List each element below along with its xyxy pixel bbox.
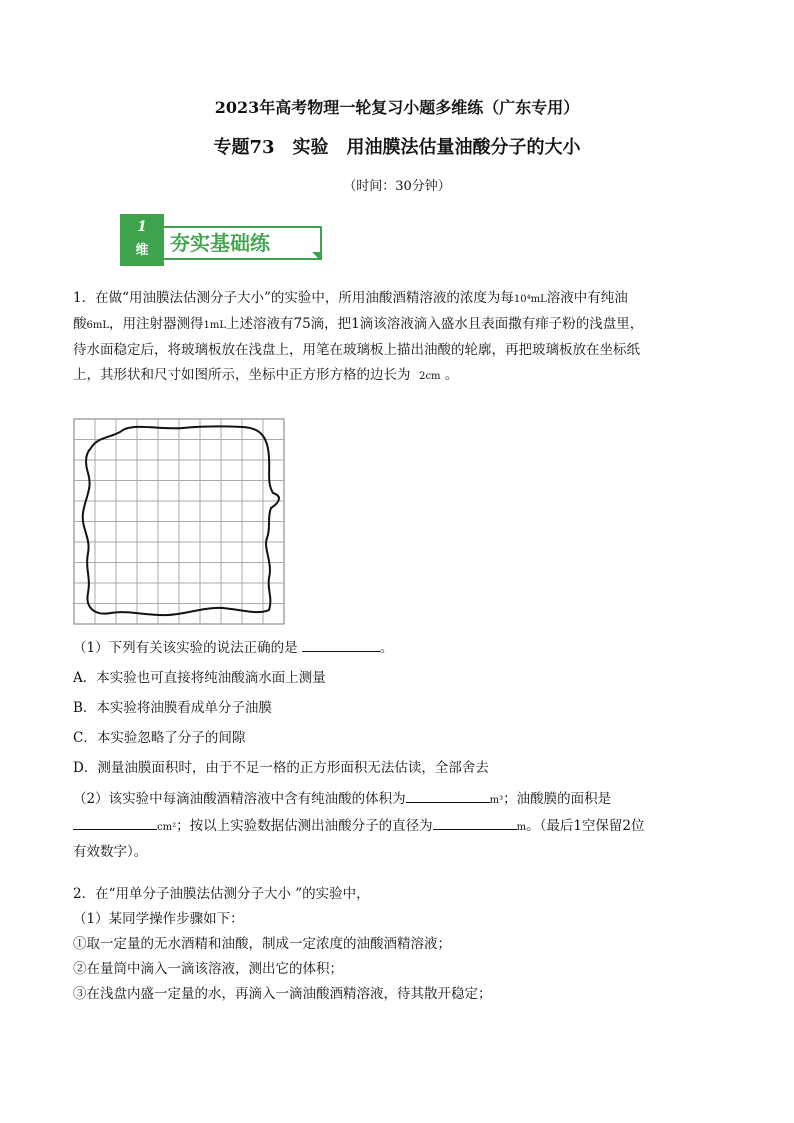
- option-d: D．测量油膜面积时，由于不足一格的正方形面积无法估读，全部舍去: [73, 760, 489, 776]
- answer-blank-diameter[interactable]: [433, 813, 517, 830]
- question-1-subparts: [73, 635, 723, 865]
- option-b: B．本实验将油膜看成单分子油膜: [73, 700, 272, 716]
- document-title: 2023年高考物理一轮复习小题多维练（广东专用）: [214, 98, 580, 117]
- answer-blank-volume[interactable]: [406, 786, 490, 803]
- answer-blank-area[interactable]: [73, 813, 157, 830]
- badge-word: 维: [135, 243, 149, 258]
- section-badge: [120, 214, 164, 266]
- q1-line-3: 待水面稳定后，将玻璃板放在浅盘上，用笔在玻璃板上描出油酸的轮廓，再把玻璃板放在坐标纸: [73, 342, 640, 358]
- option-c: C．本实验忽略了分子的间隙: [73, 730, 246, 746]
- q1-sub2-line-1: （2）该实验中每滴油酸酒精溶液中含有纯油酸的体积为 m³；油酸膜的面积是: [73, 786, 723, 813]
- answer-blank-1[interactable]: [302, 635, 380, 652]
- q1-sub2-line-3: 有效数字）。: [73, 844, 148, 860]
- q1-line-2: 酸6mL，用注射器测得1mL上述溶液有75滴，把1滴该溶液滴入盛水且表面撒有痱子粉的浅盘里，: [73, 316, 644, 332]
- unit-syringe-volume: 1mL: [203, 320, 226, 331]
- unit-acid-volume: 6mL: [86, 320, 109, 331]
- q1-line-4: 上，其形状和尺寸如图所示，坐标中正方形方格的边长为 2cm 。: [73, 367, 459, 383]
- section-banner: [120, 214, 320, 266]
- q1-sub1: （1）下列有关该实验的说法正确的是 。: [73, 635, 723, 661]
- q2-intro: 2．在“用单分子油膜法估测分子大小 ”的实验中，: [73, 886, 370, 902]
- q2-step-3: ③在浅盘内盛一定量的水，再滴入一滴油酸酒精溶液，待其散开稳定；: [73, 986, 492, 1002]
- q2-sub1: （1）某同学操作步骤如下：: [73, 911, 244, 927]
- question-1-text: [73, 286, 723, 389]
- q1-line-1: 1．在做“用油膜法估测分子大小”的实验中，所用油酸酒精溶液的浓度为每10⁴mL溶液中有纯油: [73, 290, 628, 306]
- question-2-text: [73, 882, 723, 1007]
- q2-step-1: ①取一定量的无水酒精和油酸，制成一定浓度的油酸酒精溶液；: [73, 936, 451, 952]
- oil-film-figure: [73, 418, 285, 625]
- banner-tail-decoration: [312, 252, 320, 260]
- badge-number: 1: [137, 219, 147, 235]
- unit-grid-side: 2cm: [419, 371, 441, 382]
- unit-solution-volume: 10⁴mL: [513, 294, 547, 305]
- topic-title: 专题73 实验 用油膜法估量油酸分子的大小: [213, 137, 581, 158]
- grid-figure-svg: [73, 418, 285, 625]
- section-label: 夯实基础练: [164, 226, 322, 260]
- q2-step-2: ②在量筒中滴入一滴该溶液，测出它的体积；: [73, 961, 343, 977]
- time-note: （时间：30分钟）: [343, 179, 451, 194]
- option-a: A．本实验也可直接将纯油酸滴水面上测量: [73, 670, 326, 686]
- q1-sub2-line-2: cm²；按以上实验数据估测出油酸分子的直径为 m。（最后1空保留2位: [73, 813, 723, 840]
